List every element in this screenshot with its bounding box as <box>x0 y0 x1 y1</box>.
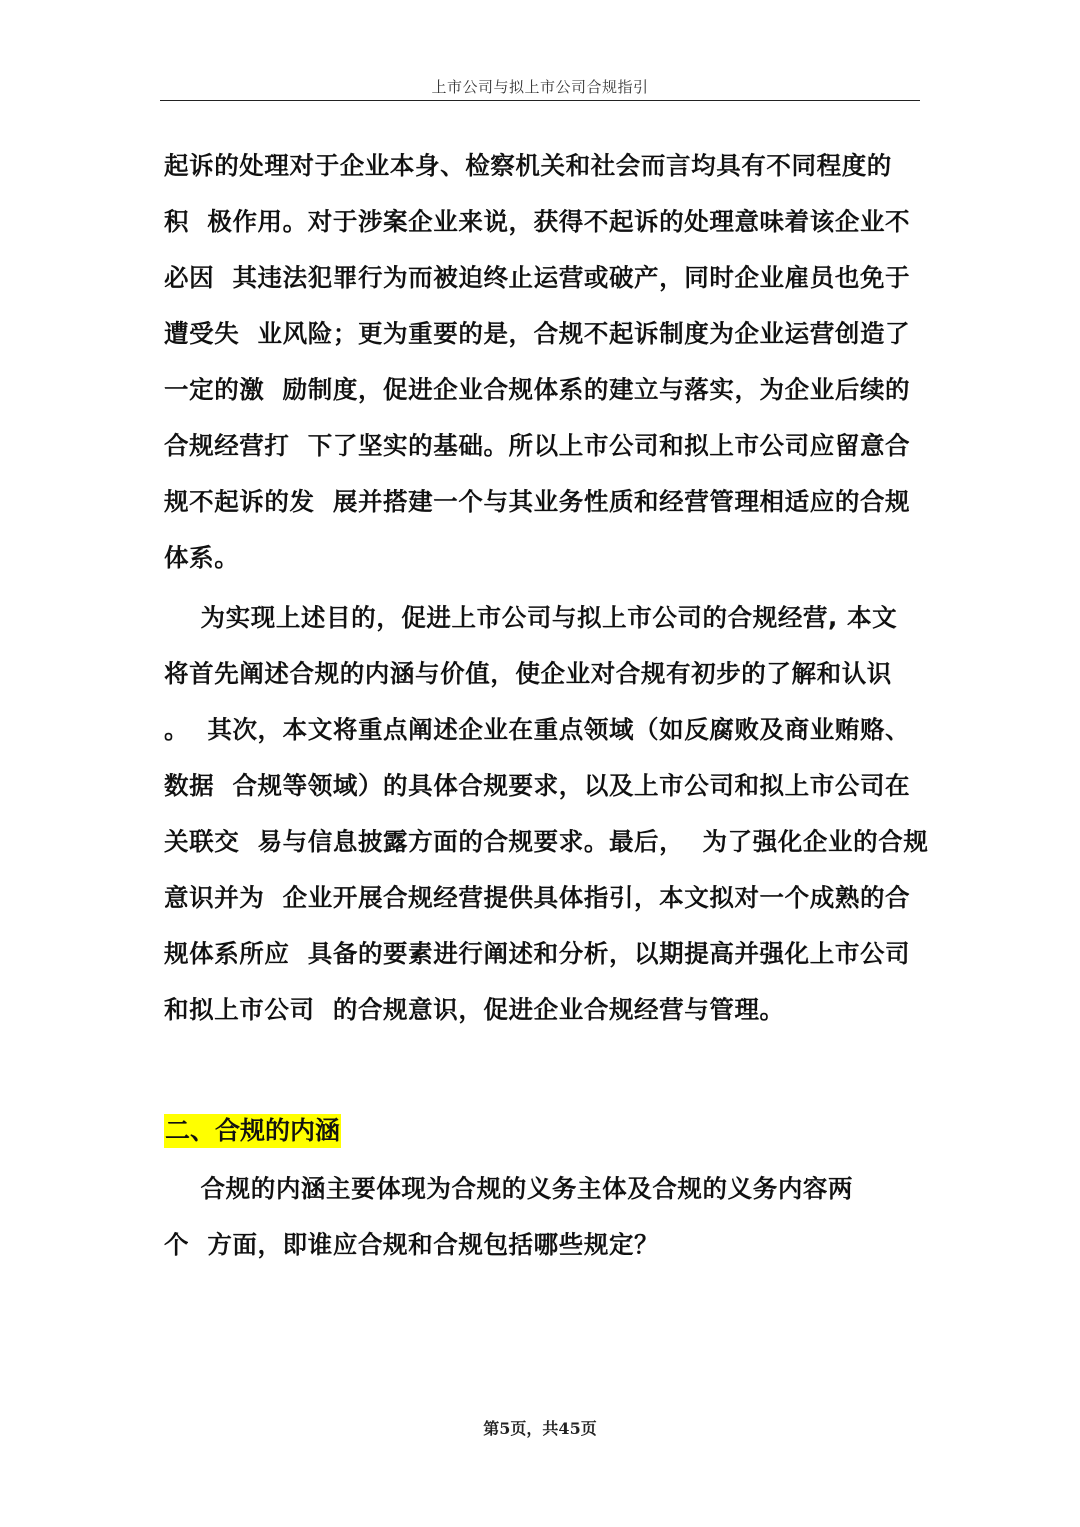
text-line: 合规的内涵主要体现为合规的义务主体及合规的义务内容两 <box>164 1174 854 1203</box>
header-title: 上市公司与拟上市公司合规指引 <box>431 78 649 96</box>
page-footer-number: 第5页，共45页 <box>483 1419 597 1438</box>
section-heading: 二、合规的内涵 <box>164 1114 341 1148</box>
text-line: 规不起诉的发 展并搭建一个与其业务性质和经营管理相适应的合规 <box>164 487 911 516</box>
text-line: 规体系所应 具备的要素进行阐述和分析，以期提高并强化上市公司 <box>164 939 911 968</box>
text-line: 个 方面，即谁应合规和合规包括哪些规定？ <box>164 1230 660 1259</box>
header-divider <box>160 100 920 101</box>
text-line: 将首先阐述合规的内涵与价值，使企业对合规有初步的了解和认识 <box>164 659 892 688</box>
text-line: 和拟上市公司 的合规意识，促进企业合规经营与管理。 <box>164 995 785 1024</box>
text-line: 。 其次，本文将重点阐述企业在重点领域（如反腐败及商业贿赂、 <box>164 715 911 744</box>
text-line: 数据 合规等领域）的具体合规要求，以及上市公司和拟上市公司在 <box>164 771 911 800</box>
text-line: 合规经营打 下了坚实的基础。所以上市公司和拟上市公司应留意合 <box>164 431 911 460</box>
text-line: 必因 其违法犯罪行为而被迫终止运营或破产，同时企业雇员也免于 <box>164 263 911 292</box>
text-line: 遭受失 业风险；更为重要的是，合规不起诉制度为企业运营创造了 <box>164 319 911 348</box>
text-line: 意识并为 企业开展合规经营提供具体指引，本文拟对一个成熟的合 <box>164 883 911 912</box>
text-line: 为实现上述目的，促进上市公司与拟上市公司的合规经营, 本文 <box>164 603 898 632</box>
text-line: 起诉的处理对于企业本身、检察机关和社会而言均具有不同程度的 <box>164 151 892 180</box>
text-line: 体系。 <box>164 543 240 572</box>
text-line: 关联交 易与信息披露方面的合规要求。最后， 为了强化企业的合规 <box>164 827 929 856</box>
text-line: 一定的激 励制度，促进企业合规体系的建立与落实，为企业后续的 <box>164 375 911 404</box>
text-line: 积 极作用。对于涉案企业来说，获得不起诉的处理意味着该企业不 <box>164 207 911 236</box>
